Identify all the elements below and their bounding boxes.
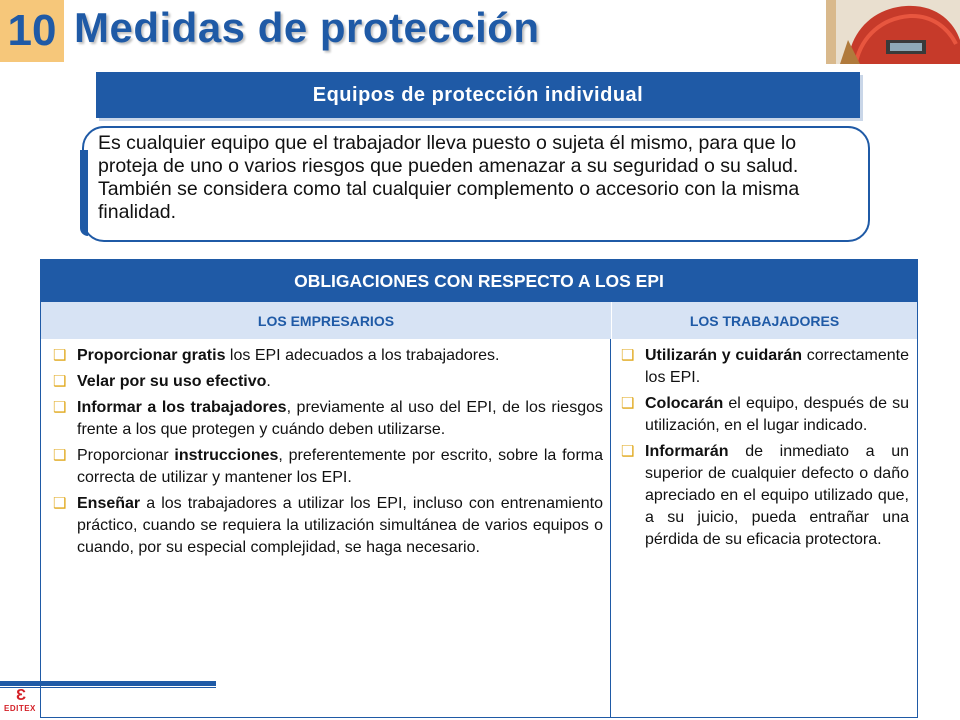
definition-box: Es cualquier equipo que el trabajador lleva puesto o sujeta él mismo, para que lo proteja de uno o varios riesgos que pueden amenazar a su seguridad o su salud. También se considera como tal cualquier complemento o accesorio con la misma finalidad.: [82, 126, 870, 242]
table-body: [41, 339, 917, 717]
footer-divider: [0, 681, 216, 686]
checkbox-bullet-icon: ❑: [53, 347, 67, 364]
section-banner: Equipos de protección individual: [96, 72, 860, 118]
checkbox-bullet-icon: ❑: [53, 447, 67, 464]
editex-logo-text: EDITEX: [4, 704, 36, 713]
list-item: ❑ Informarán de inmediato a un superior de cualquier defecto o daño apreciado en el equipo utilizado que, a su juicio, pueda entrañar una pérdida de su eficacia protectora.: [621, 441, 909, 551]
unit-number-badge: 10: [0, 0, 64, 62]
column-header-trabajadores: LOS TRABAJADORES: [689, 312, 840, 329]
list-item: ❑ Informar a los trabajadores, previamente al uso del EPI, de los riesgos frente a los que protegen y cuándo deben utilizarse.: [53, 397, 603, 441]
table-title: OBLIGACIONES CON RESPECTO A LOS EPI: [41, 260, 917, 302]
checkbox-bullet-icon: ❑: [621, 347, 635, 364]
checkbox-bullet-icon: ❑: [53, 399, 67, 416]
table-column-headers: [41, 302, 917, 339]
editex-logo: [4, 688, 48, 718]
checkbox-bullet-icon: ❑: [53, 495, 67, 512]
obligations-table: [40, 259, 918, 718]
column-header-empresarios: LOS EMPRESARIOS: [41, 302, 612, 339]
checkbox-bullet-icon: ❑: [53, 373, 67, 390]
list-item: ❑ Colocarán el equipo, después de su utilización, en el lugar indicado.: [621, 393, 909, 437]
list-item: ❑ Proporcionar gratis los EPI adecuados a los trabajadores.: [53, 345, 603, 367]
checkbox-bullet-icon: ❑: [621, 395, 635, 412]
list-item: ❑ Enseñar a los trabajadores a utilizar los EPI, incluso con entrenamiento práctico, cuando se requiera la utilización simultánea de varios equipos o cuando, por su especial complejidad, se haga necesario.: [53, 493, 603, 559]
trabajadores-column: [611, 339, 917, 717]
empresarios-column: [41, 339, 611, 717]
protective-equipment-photo: [826, 0, 960, 64]
checkbox-bullet-icon: ❑: [621, 443, 635, 460]
list-item: ❑ Velar por su uso efectivo.: [53, 371, 603, 393]
editex-logo-icon: Ɛ: [16, 687, 27, 704]
list-item: ❑ Utilizarán y cuidarán correctamente los EPI.: [621, 345, 909, 389]
list-item: ❑ Proporcionar instrucciones, preferentemente por escrito, sobre la forma correcta de utilizar y mantener los EPI.: [53, 445, 603, 489]
page-title: Medidas de protección: [74, 4, 540, 51]
